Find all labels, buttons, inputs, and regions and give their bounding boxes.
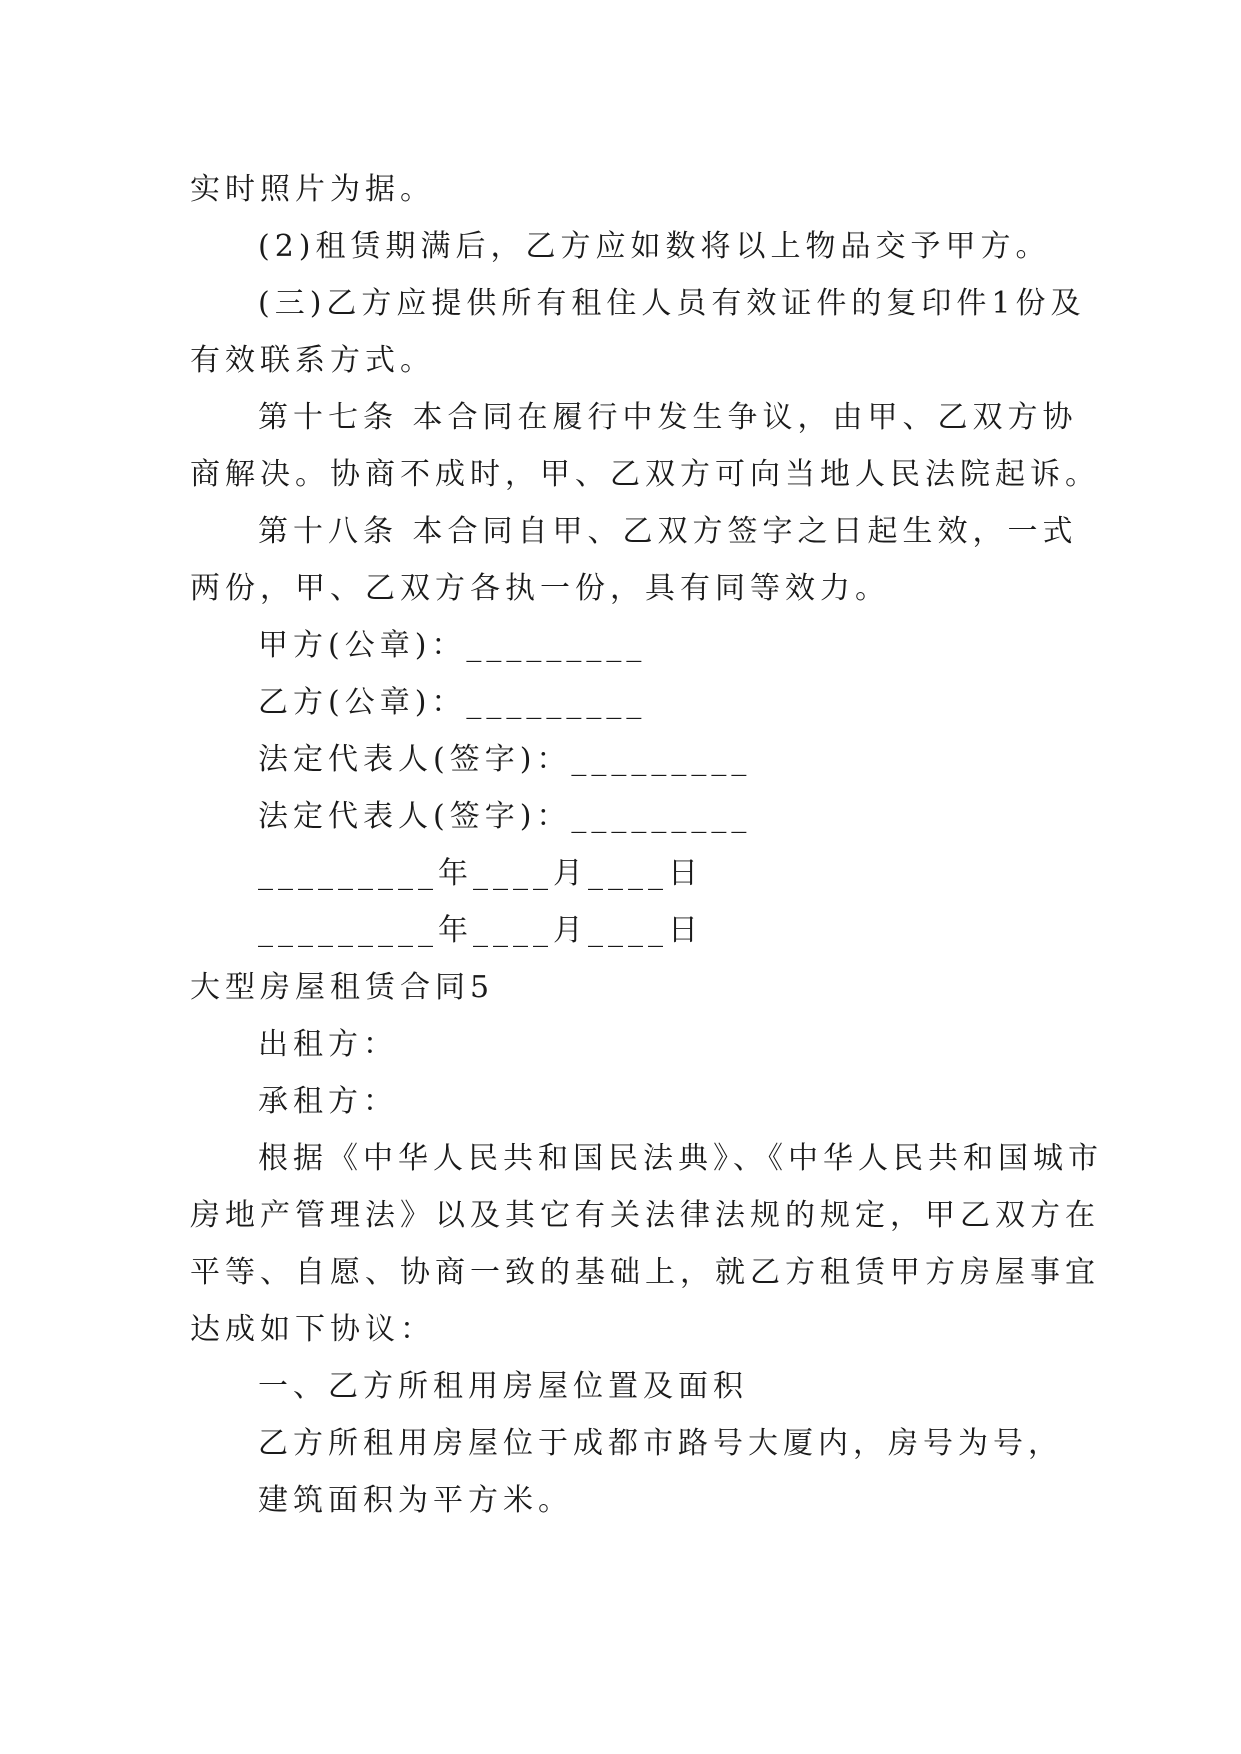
text-line: 房地产管理法》以及其它有关法律法规的规定，甲乙双方在 xyxy=(190,1198,1100,1233)
text-line: 平等、自愿、协商一致的基础上，就乙方租赁甲方房屋事宜 xyxy=(190,1255,1100,1290)
text-line: (2)租赁期满后，乙方应如数将以上物品交予甲方。 xyxy=(258,229,1051,264)
party-b-seal-line: 乙方(公章)：_________ xyxy=(258,685,647,720)
text-line: 两份，甲、乙双方各执一份，具有同等效力。 xyxy=(190,571,890,606)
text-line: 商解决。协商不成时，甲、乙双方可向当地人民法院起诉。 xyxy=(190,457,1100,492)
lessor-line: 出租方： xyxy=(258,1027,398,1062)
text-line: 达成如下协议： xyxy=(190,1312,435,1347)
section-heading: 大型房屋租赁合同5 xyxy=(190,970,495,1005)
text-line: 建筑面积为平方米。 xyxy=(258,1483,573,1518)
lessee-line: 承租方： xyxy=(258,1084,398,1119)
subsection-heading: 一、乙方所租用房屋位置及面积 xyxy=(258,1369,748,1404)
text-line: 有效联系方式。 xyxy=(190,343,435,378)
text-line: (三)乙方应提供所有租住人员有效证件的复印件1份及 xyxy=(258,286,1086,321)
text-line: 实时照片为据。 xyxy=(190,172,435,207)
clause-17-line: 第十七条 本合同在履行中发生争议，由甲、乙双方协 xyxy=(258,400,1078,435)
clause-18-line: 第十八条 本合同自甲、乙双方签字之日起生效，一式 xyxy=(258,514,1078,549)
legal-rep-signature-line: 法定代表人(签字)：_________ xyxy=(258,799,752,834)
date-line: _________年____月____日 xyxy=(258,913,703,948)
text-line: 乙方所租用房屋位于成都市路号大厦内，房号为号， xyxy=(258,1426,1063,1461)
date-line: _________年____月____日 xyxy=(258,856,703,891)
legal-rep-signature-line: 法定代表人(签字)：_________ xyxy=(258,742,752,777)
party-a-seal-line: 甲方(公章)：_________ xyxy=(258,628,647,663)
text-line: 根据《中华人民共和国民法典》、《中华人民共和国城市 xyxy=(258,1141,1103,1176)
